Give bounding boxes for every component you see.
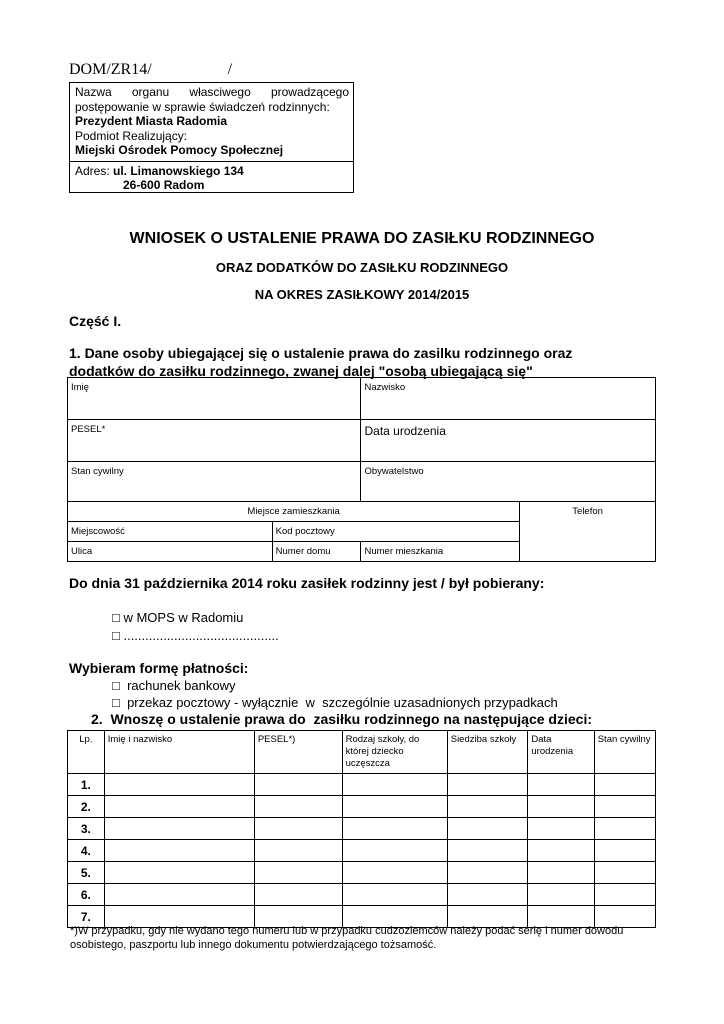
authority-box (69, 82, 354, 193)
col-birth-date: Data urodzenia (528, 731, 594, 774)
payment-heading: Wybieram formę płatności: (69, 660, 249, 676)
entity-name: Miejski Ośrodek Pomocy Społecznej (75, 143, 284, 157)
city-field[interactable]: Miejscowość (68, 522, 273, 542)
footnote: *)W przypadku, gdy nie wydano tego numeru lub w przypadku cudzoziemców należy podać serię i numer dowodu osobistego, paszportu lub innego dokumentu potwierdzającego tożsamość. (70, 925, 624, 951)
authority-line2: postępowanie w sprawie świadczeń rodzinnych: (75, 99, 330, 114)
house-number-field[interactable]: Numer domu (272, 542, 361, 562)
table-row: 1. (68, 774, 656, 796)
form-subtitle-1: ORAZ DODATKÓW DO ZASIŁKU RODZINNEGO (215, 260, 509, 275)
authority-info (70, 83, 353, 161)
table-row: 7. (68, 906, 656, 928)
apartment-number-field[interactable]: Numer mieszkania (361, 542, 520, 562)
form-subtitle-2: NA OKRES ZASIŁKOWY 2014/2015 (254, 287, 470, 302)
entity-label: Podmiot Realizujący: (75, 128, 188, 143)
authority-name: Prezydent Miasta Radomia (75, 114, 228, 128)
option-mops[interactable]: □ w MOPS w Radomiu (112, 610, 244, 625)
authority-line1: Nazwa organu własciwego prowadzącego (75, 85, 349, 99)
col-school-seat: Siedziba szkoły (447, 731, 528, 774)
street-field[interactable]: Ulica (68, 542, 273, 562)
address-label: Adres: (75, 163, 114, 178)
birth-date-field[interactable]: Data urodzenia (361, 420, 656, 462)
phone-field[interactable]: Telefon (520, 502, 656, 562)
address-street: ul. Limanowskiego 134 (113, 163, 244, 178)
col-school-type: Rodzaj szkoły, do której dziecko uczęszcza (342, 731, 447, 774)
col-marital-status: Stan cywilny (594, 731, 655, 774)
last-name-field[interactable]: Nazwisko (361, 378, 656, 420)
table-row: 6. (68, 884, 656, 906)
residence-header: Miejsce zamieszkania (68, 502, 520, 522)
payment-postal-option[interactable]: □ przekaz pocztowy - wyłącznie w szczególnie uzasadnionych przypadkach (112, 695, 558, 710)
option-other[interactable]: □ ........................................... (112, 628, 279, 643)
address-block (70, 161, 353, 192)
form-title: WNIOSEK O USTALENIE PRAWA DO ZASIŁKU RODZINNEGO (129, 230, 595, 247)
table-row: 2. (68, 796, 656, 818)
payment-bank-option[interactable]: □ rachunek bankowy (112, 678, 236, 693)
col-name: Imię i nazwisko (104, 731, 254, 774)
table-row: 3. (68, 818, 656, 840)
postal-code-field[interactable]: Kod pocztowy (272, 522, 520, 542)
document-number: DOM/ZR14/ / (69, 61, 233, 78)
table-row: 5. (68, 862, 656, 884)
section2-heading: 2. Wnoszę o ustalenie prawa do zasiłku rodzinnego na następujące dzieci: (91, 711, 592, 727)
table-row: 4. (68, 840, 656, 862)
col-pesel: PESEL*) (254, 731, 342, 774)
address-city: 26-600 Radom (123, 178, 205, 192)
pesel-field[interactable]: PESEL* (68, 420, 361, 462)
applicant-table (67, 377, 656, 562)
part-label: Część I. (69, 313, 122, 329)
marital-status-field[interactable]: Stan cywilny (68, 462, 361, 502)
section1-heading: 1. Dane osoby ubiegającej się o ustalenie prawa do zasilku rodzinnego oraz dodatków do zasiłku rodzinnego, zwanej dalej "osobą ubiegającą się" (69, 345, 573, 379)
citizenship-field[interactable]: Obywatelstwo (361, 462, 656, 502)
col-lp: Lp. (68, 731, 105, 774)
benefit-question: Do dnia 31 października 2014 roku zasiłek rodzinny jest / był pobierany: (69, 575, 545, 591)
children-table (67, 730, 656, 928)
first-name-field[interactable]: Imię (68, 378, 361, 420)
